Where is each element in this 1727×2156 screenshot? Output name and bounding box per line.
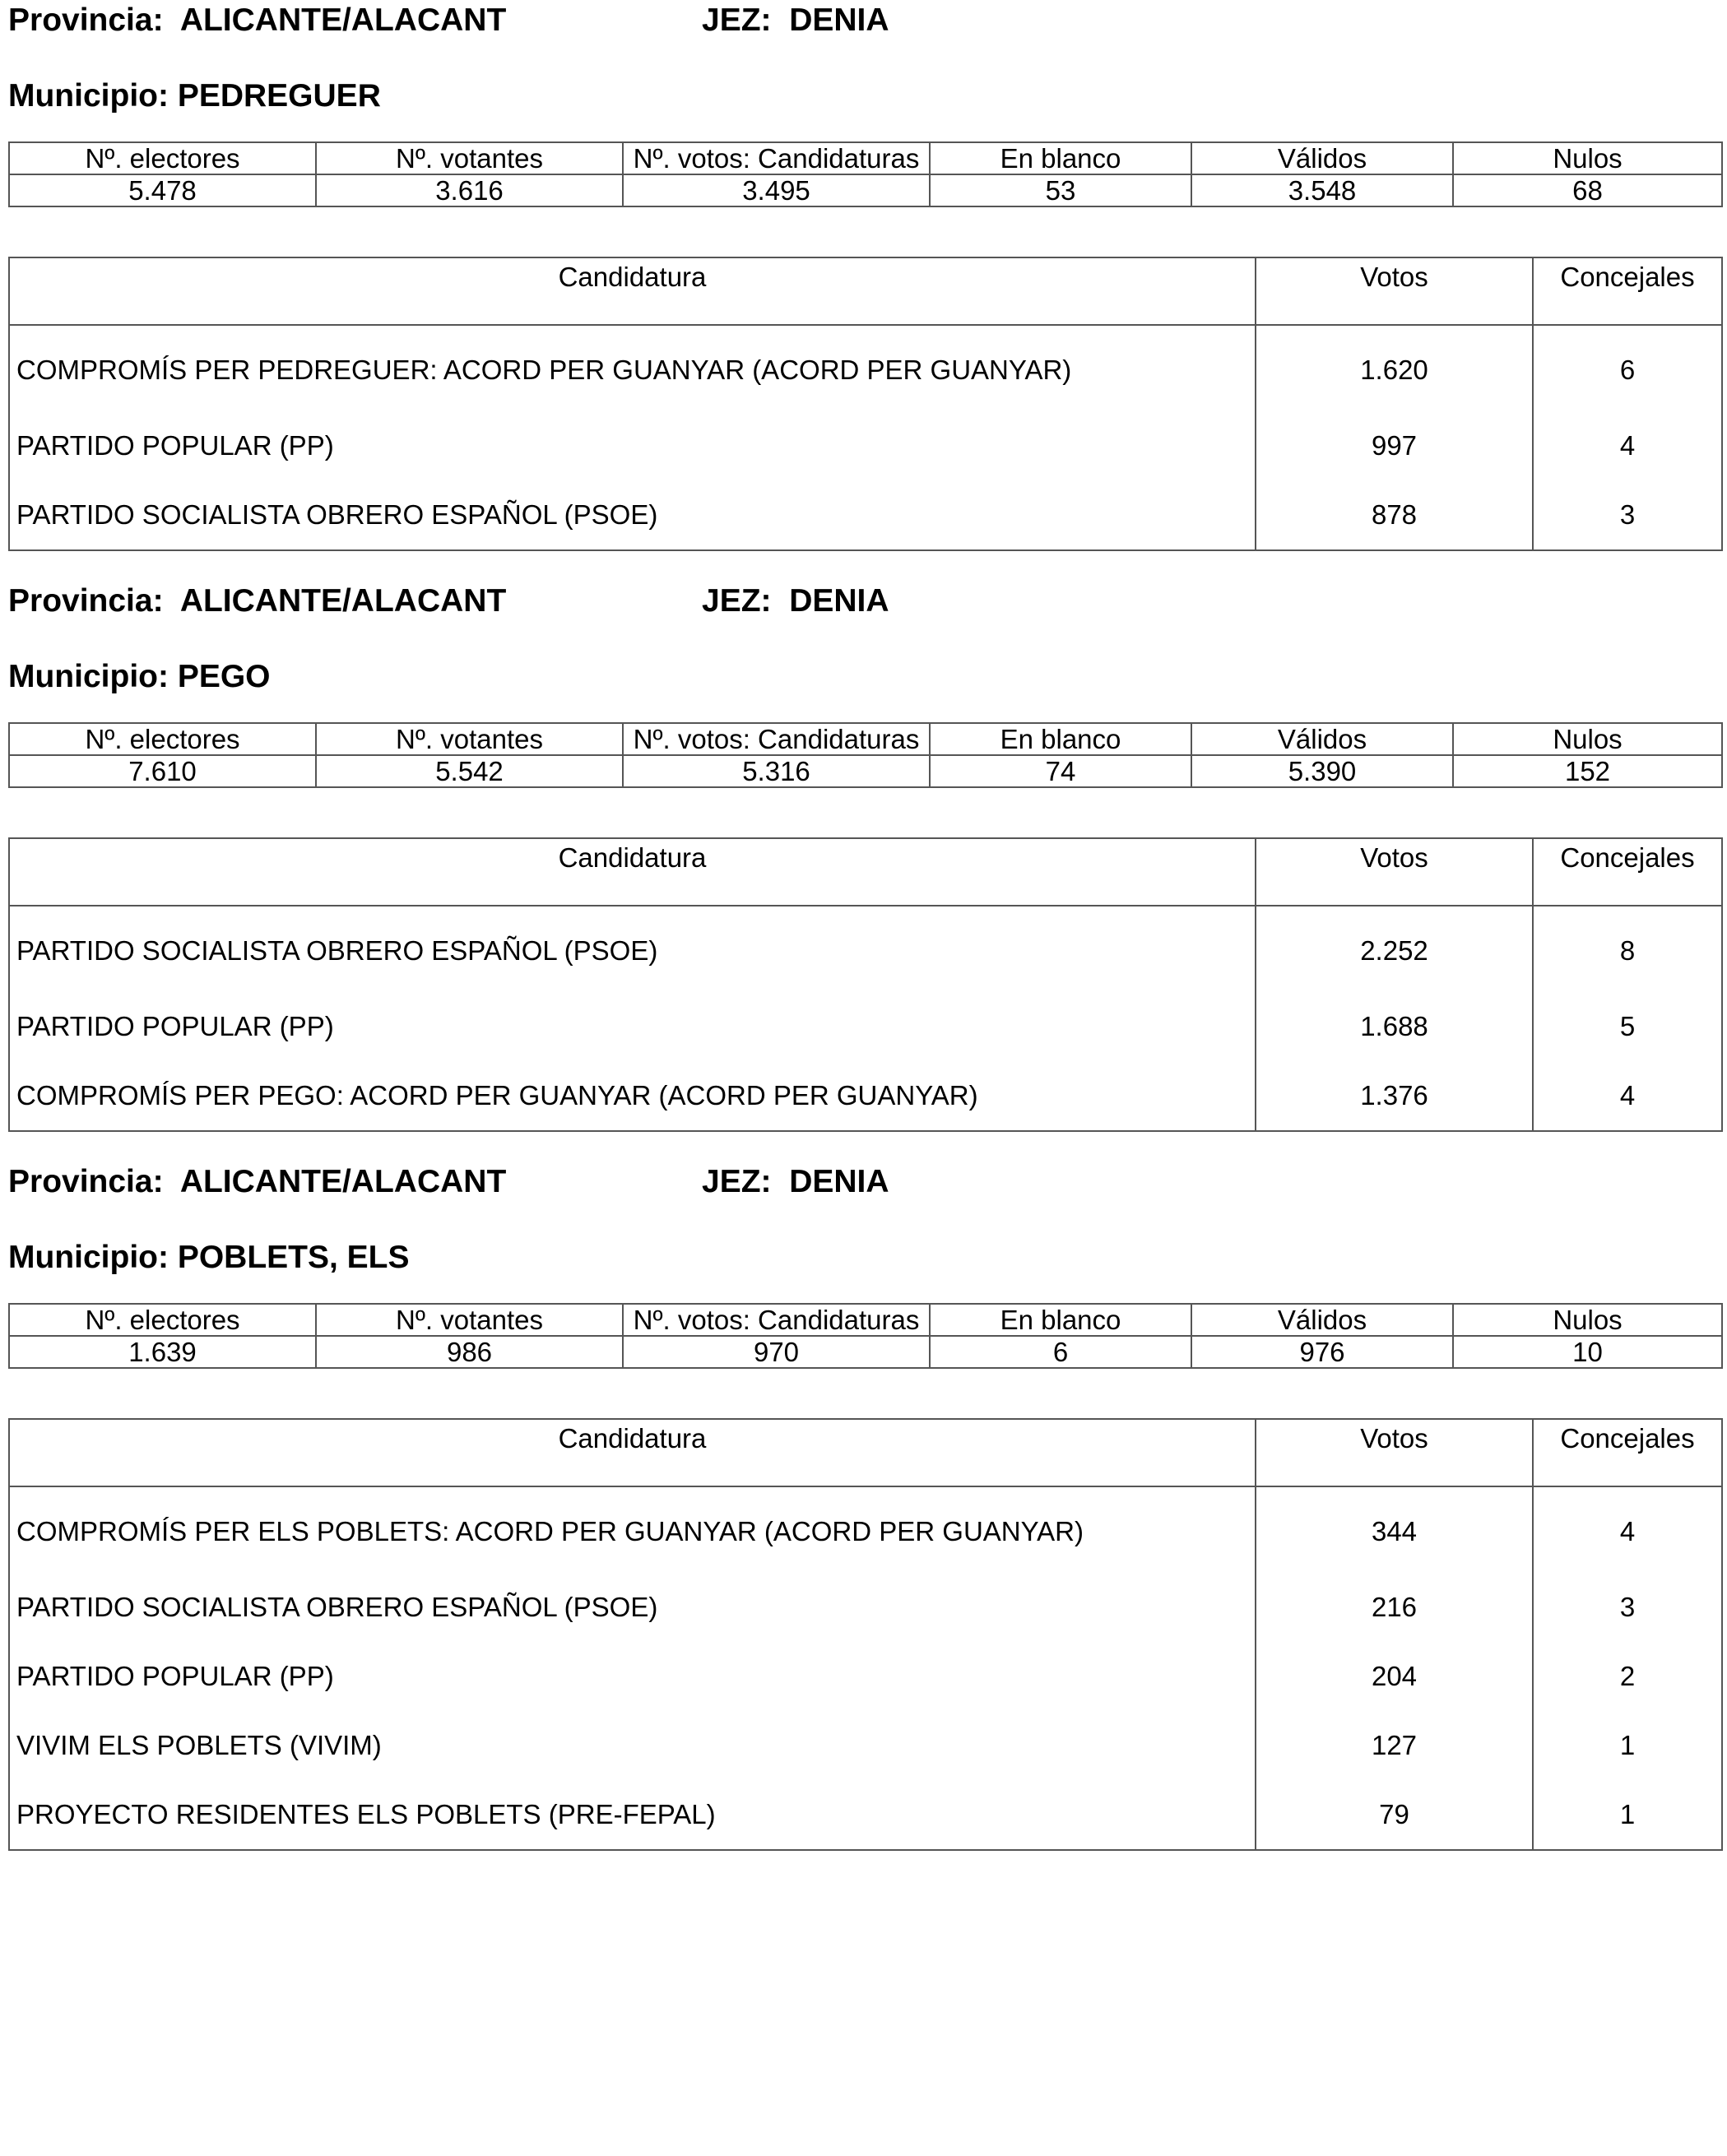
candidatura-name: PARTIDO POPULAR (PP): [9, 411, 1256, 480]
header-electores: Nº. electores: [9, 723, 316, 755]
candidatura-name: PARTIDO SOCIALISTA OBRERO ESPAÑOL (PSOE): [9, 906, 1256, 992]
candidatura-votos: 1.376: [1256, 1061, 1533, 1131]
candidatura-concejales: 1: [1533, 1711, 1722, 1780]
candidatura-votos: 127: [1256, 1711, 1533, 1780]
candidatura-concejales: 8: [1533, 906, 1722, 992]
stats-value-row: [9, 755, 1722, 787]
candidatura-row: [9, 1061, 1722, 1131]
header-votos-candidaturas: Nº. votos: Candidaturas: [623, 142, 930, 174]
header-validos: Válidos: [1191, 1304, 1453, 1336]
value-validos: 3.548: [1191, 174, 1453, 206]
candidatura-concejales: 4: [1533, 1486, 1722, 1573]
header-en-blanco: En blanco: [930, 723, 1191, 755]
jez-group: [702, 0, 889, 41]
header-en-blanco: En blanco: [930, 1304, 1191, 1336]
candidatura-concejales: 5: [1533, 992, 1722, 1061]
value-nulos: 152: [1453, 755, 1722, 787]
provincia-line: [8, 1161, 889, 1203]
municipio-value: PEDREGUER: [177, 78, 381, 114]
header-electores: Nº. electores: [9, 142, 316, 174]
header-votos: Votos: [1256, 1419, 1533, 1486]
value-votantes: 986: [316, 1336, 623, 1368]
header-nulos: Nulos: [1453, 142, 1722, 174]
value-votos-candidaturas: 5.316: [623, 755, 930, 787]
candidatura-concejales: 2: [1533, 1642, 1722, 1711]
municipio-label: Municipio:: [8, 1240, 169, 1275]
candidaturas-table: [8, 257, 1723, 551]
provincia-value: ALICANTE/ALACANT: [179, 583, 507, 619]
value-validos: 5.390: [1191, 755, 1453, 787]
candidatura-votos: 79: [1256, 1780, 1533, 1850]
candidatura-votos: 1.688: [1256, 992, 1533, 1061]
candidatura-name: PARTIDO SOCIALISTA OBRERO ESPAÑOL (PSOE): [9, 480, 1256, 550]
candidatura-votos: 1.620: [1256, 325, 1533, 411]
candidatura-name: PARTIDO SOCIALISTA OBRERO ESPAÑOL (PSOE): [9, 1573, 1256, 1642]
municipio-label: Municipio:: [8, 659, 169, 694]
stats-header-row: [9, 142, 1722, 174]
stats-table: [8, 141, 1723, 207]
candidatura-row: [9, 411, 1722, 480]
header-en-blanco: En blanco: [930, 142, 1191, 174]
stats-header-row: [9, 723, 1722, 755]
header-concejales: Concejales: [1533, 838, 1722, 906]
header-votos-candidaturas: Nº. votos: Candidaturas: [623, 723, 930, 755]
candidatura-name: VIVIM ELS POBLETS (VIVIM): [9, 1711, 1256, 1780]
provincia-label: Provincia:: [8, 583, 164, 619]
value-en-blanco: 74: [930, 755, 1191, 787]
stats-value-row: [9, 174, 1722, 206]
provincia-value: ALICANTE/ALACANT: [179, 1164, 507, 1199]
jez-group: [702, 1161, 889, 1203]
provincia-line: [8, 0, 889, 41]
jez-label: JEZ:: [702, 1164, 772, 1199]
stats-header-row: [9, 1304, 1722, 1336]
municipio-value: POBLETS, ELS: [177, 1240, 410, 1275]
header-nulos: Nulos: [1453, 723, 1722, 755]
candidaturas-header-row: [9, 1419, 1722, 1486]
value-electores: 7.610: [9, 755, 316, 787]
candidatura-row: [9, 906, 1722, 992]
jez-value: DENIA: [789, 1164, 889, 1199]
municipio-line: [8, 76, 381, 117]
provincia-label: Provincia:: [8, 2, 164, 38]
value-en-blanco: 6: [930, 1336, 1191, 1368]
provincia-value: ALICANTE/ALACANT: [179, 2, 507, 38]
candidatura-row: [9, 1486, 1722, 1573]
candidatura-votos: 344: [1256, 1486, 1533, 1573]
candidatura-votos: 2.252: [1256, 906, 1533, 992]
jez-value: DENIA: [789, 2, 889, 38]
value-en-blanco: 53: [930, 174, 1191, 206]
candidatura-row: [9, 1573, 1722, 1642]
candidatura-name: PROYECTO RESIDENTES ELS POBLETS (PRE-FEPAL): [9, 1780, 1256, 1850]
candidatura-votos: 878: [1256, 480, 1533, 550]
candidatura-votos: 216: [1256, 1573, 1533, 1642]
value-nulos: 10: [1453, 1336, 1722, 1368]
stats-table: [8, 1303, 1723, 1369]
candidatura-name: PARTIDO POPULAR (PP): [9, 1642, 1256, 1711]
candidatura-concejales: 4: [1533, 1061, 1722, 1131]
header-candidatura: Candidatura: [9, 1419, 1256, 1486]
stats-table: [8, 722, 1723, 788]
candidatura-row: [9, 1780, 1722, 1850]
header-validos: Válidos: [1191, 723, 1453, 755]
candidatura-row: [9, 325, 1722, 411]
candidatura-concejales: 3: [1533, 480, 1722, 550]
header-concejales: Concejales: [1533, 1419, 1722, 1486]
header-nulos: Nulos: [1453, 1304, 1722, 1336]
municipio-line: [8, 656, 271, 698]
value-votos-candidaturas: 3.495: [623, 174, 930, 206]
municipio-label: Municipio:: [8, 78, 169, 114]
municipio-value: PEGO: [177, 659, 271, 694]
provincia-line: [8, 581, 889, 622]
jez-label: JEZ:: [702, 2, 772, 38]
candidatura-row: [9, 992, 1722, 1061]
candidatura-concejales: 3: [1533, 1573, 1722, 1642]
candidatura-name: COMPROMÍS PER ELS POBLETS: ACORD PER GUANYAR (ACORD PER GUANYAR): [9, 1486, 1256, 1573]
candidatura-name: COMPROMÍS PER PEDREGUER: ACORD PER GUANYAR (ACORD PER GUANYAR): [9, 325, 1256, 411]
value-electores: 1.639: [9, 1336, 316, 1368]
candidatura-concejales: 6: [1533, 325, 1722, 411]
candidaturas-header-row: [9, 257, 1722, 325]
candidaturas-table: [8, 837, 1723, 1132]
candidatura-concejales: 1: [1533, 1780, 1722, 1850]
header-votantes: Nº. votantes: [316, 723, 623, 755]
value-votantes: 3.616: [316, 174, 623, 206]
candidatura-votos: 204: [1256, 1642, 1533, 1711]
jez-group: [702, 581, 889, 622]
candidaturas-table: [8, 1418, 1723, 1851]
header-validos: Válidos: [1191, 142, 1453, 174]
value-electores: 5.478: [9, 174, 316, 206]
header-votos: Votos: [1256, 257, 1533, 325]
value-votantes: 5.542: [316, 755, 623, 787]
municipio-line: [8, 1237, 410, 1278]
stats-value-row: [9, 1336, 1722, 1368]
header-candidatura: Candidatura: [9, 257, 1256, 325]
header-electores: Nº. electores: [9, 1304, 316, 1336]
header-candidatura: Candidatura: [9, 838, 1256, 906]
provincia-label: Provincia:: [8, 1164, 164, 1199]
candidatura-row: [9, 1711, 1722, 1780]
value-votos-candidaturas: 970: [623, 1336, 930, 1368]
header-votos-candidaturas: Nº. votos: Candidaturas: [623, 1304, 930, 1336]
candidatura-name: COMPROMÍS PER PEGO: ACORD PER GUANYAR (ACORD PER GUANYAR): [9, 1061, 1256, 1131]
value-nulos: 68: [1453, 174, 1722, 206]
candidatura-row: [9, 1642, 1722, 1711]
header-votantes: Nº. votantes: [316, 1304, 623, 1336]
value-validos: 976: [1191, 1336, 1453, 1368]
candidatura-votos: 997: [1256, 411, 1533, 480]
candidatura-concejales: 4: [1533, 411, 1722, 480]
candidatura-name: PARTIDO POPULAR (PP): [9, 992, 1256, 1061]
header-votos: Votos: [1256, 838, 1533, 906]
jez-value: DENIA: [789, 583, 889, 619]
jez-label: JEZ:: [702, 583, 772, 619]
candidatura-row: [9, 480, 1722, 550]
header-votantes: Nº. votantes: [316, 142, 623, 174]
header-concejales: Concejales: [1533, 257, 1722, 325]
candidaturas-header-row: [9, 838, 1722, 906]
